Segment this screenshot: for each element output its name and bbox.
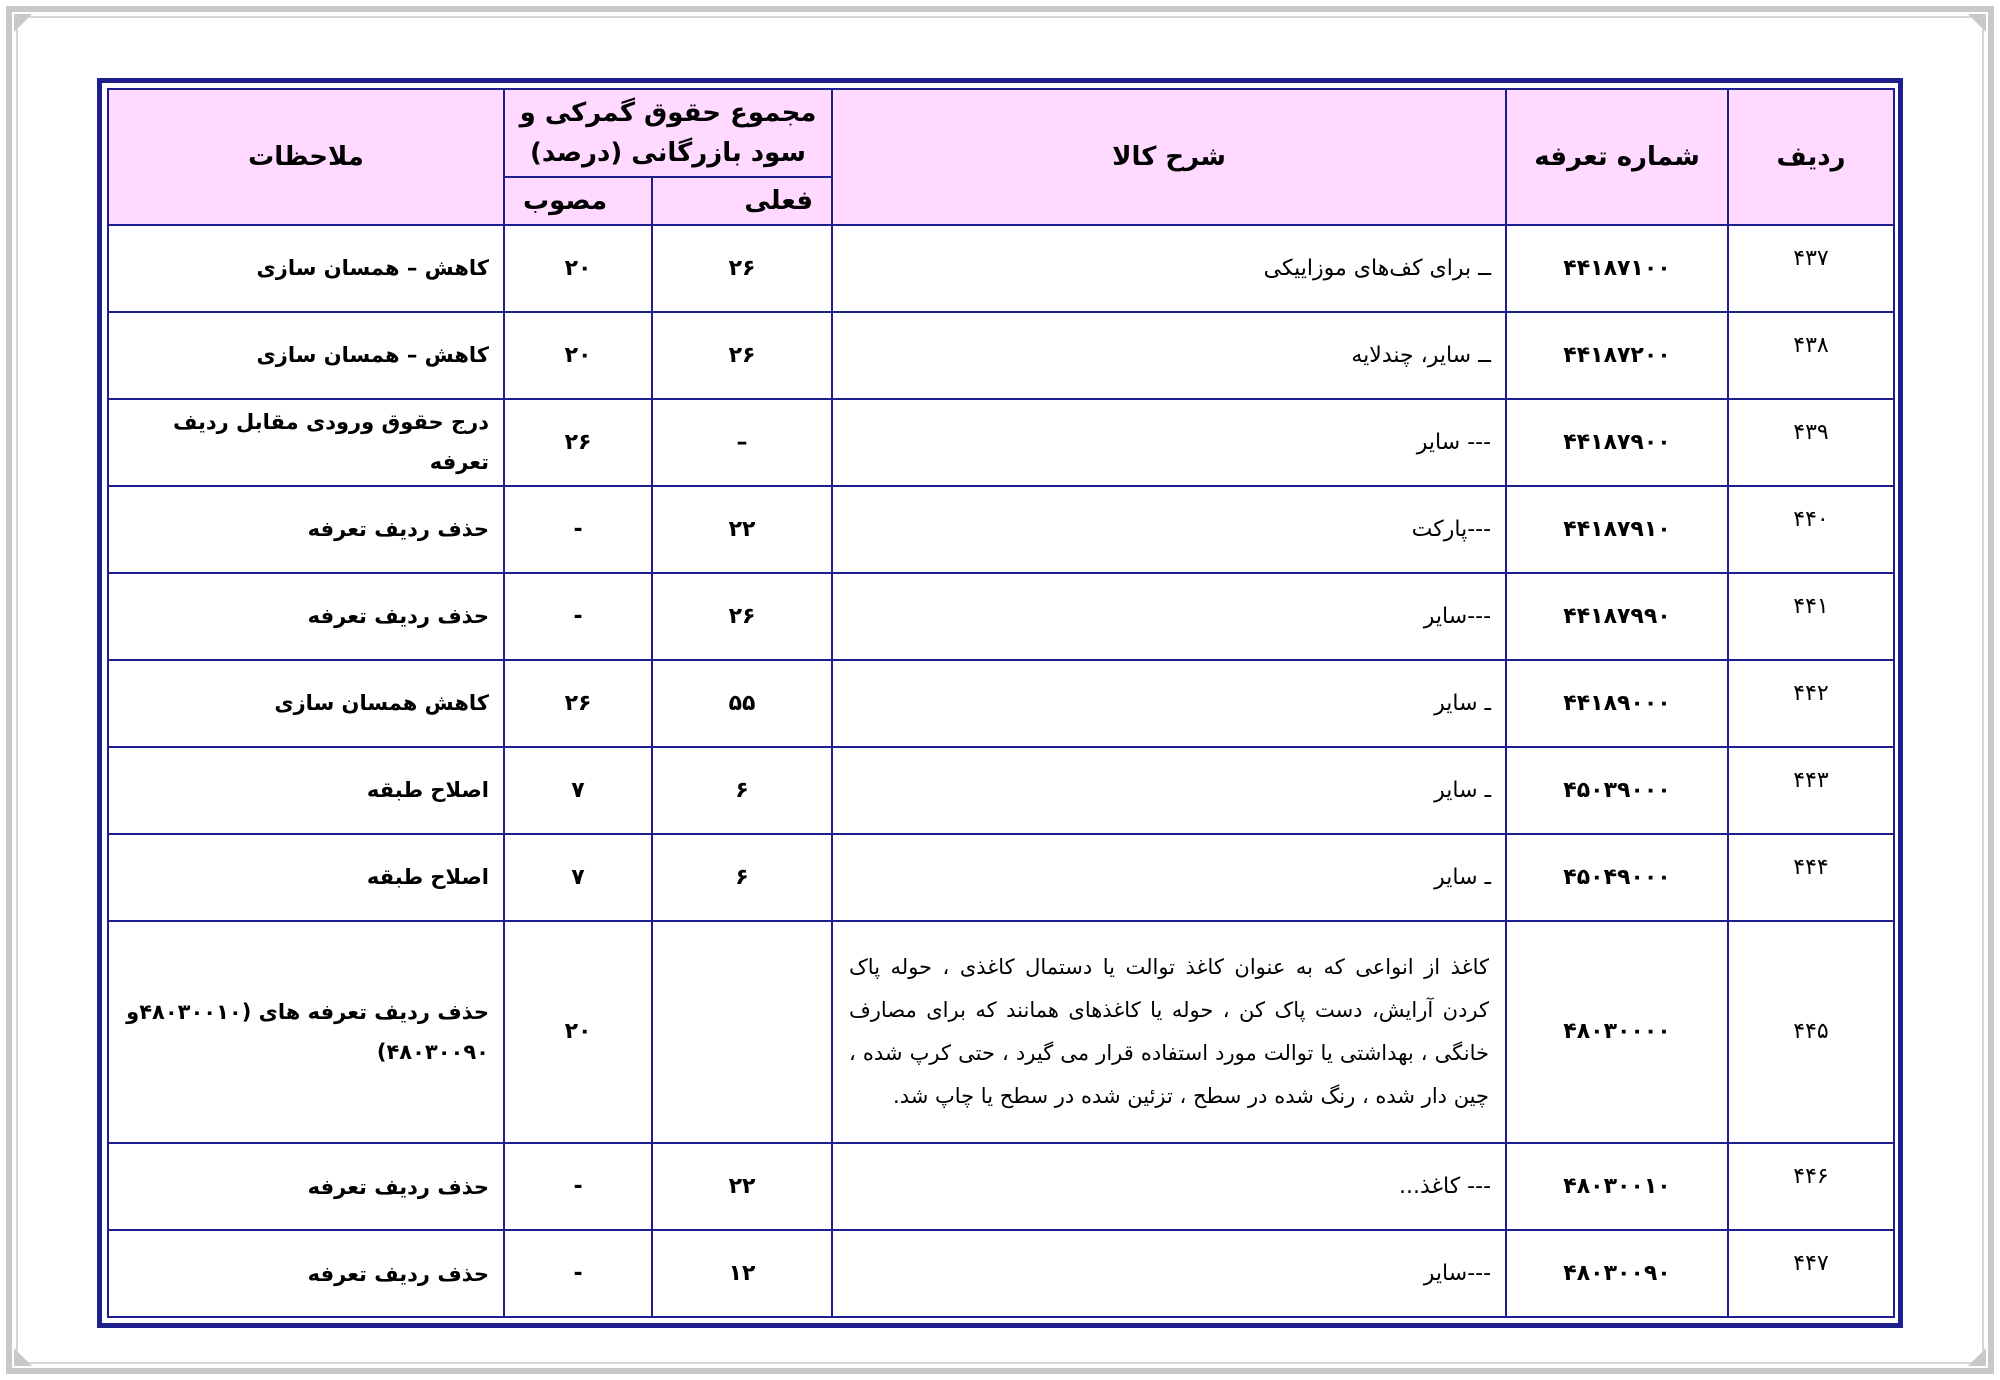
header-approved: مصوب — [504, 177, 652, 225]
cell-radif: ۴۴۰ — [1728, 486, 1894, 573]
cell-current: ۵۵ — [652, 660, 832, 747]
cell-tariff: ۴۴۱۸۹۰۰۰ — [1506, 660, 1728, 747]
cell-radif: ۴۴۲ — [1728, 660, 1894, 747]
cell-description: --- کاغذ... — [832, 1143, 1506, 1230]
cell-current: – — [652, 399, 832, 486]
cell-approved: - — [504, 1143, 652, 1230]
cell-description: ـ سایر — [832, 834, 1506, 921]
table-row — [108, 1230, 1894, 1317]
table-row — [108, 225, 1894, 312]
cell-current: ۲۶ — [652, 312, 832, 399]
cell-description: --- سایر — [832, 399, 1506, 486]
cell-radif: ۴۳۹ — [1728, 399, 1894, 486]
cell-tariff: ۴۸۰۳۰۰۹۰ — [1506, 1230, 1728, 1317]
header-notes: ملاحظات — [108, 89, 504, 225]
cell-current: ۶ — [652, 747, 832, 834]
cell-notes: کاهش – همسان سازی — [108, 312, 504, 399]
corner-ornament — [1968, 1348, 1986, 1366]
cell-notes: اصلاح طبقه — [108, 747, 504, 834]
cell-approved: ۷ — [504, 834, 652, 921]
cell-notes: حذف ردیف تعرفه — [108, 1230, 504, 1317]
cell-notes: کاهش – همسان سازی — [108, 225, 504, 312]
cell-notes: حذف ردیف تعرفه — [108, 1143, 504, 1230]
table-row — [108, 573, 1894, 660]
table-row — [108, 747, 1894, 834]
table-header-row — [108, 89, 1894, 177]
header-total-duties: مجموع حقوق گمرکی و سود بازرگانی (درصد) — [504, 89, 832, 177]
cell-approved: ۲۰ — [504, 225, 652, 312]
cell-notes: کاهش همسان سازی — [108, 660, 504, 747]
corner-ornament — [1968, 14, 1986, 32]
cell-tariff: ۴۴۱۸۷۹۱۰ — [1506, 486, 1728, 573]
cell-description: ـ سایر — [832, 747, 1506, 834]
cell-radif: ۴۴۴ — [1728, 834, 1894, 921]
cell-radif: ۴۳۷ — [1728, 225, 1894, 312]
cell-radif: ۴۳۸ — [1728, 312, 1894, 399]
cell-approved: - — [504, 573, 652, 660]
table-row — [108, 660, 1894, 747]
header-goods-description: شرح کالا — [832, 89, 1506, 225]
cell-description: ــ برای کف‌های موزاییکی — [832, 225, 1506, 312]
cell-approved: ۲۶ — [504, 399, 652, 486]
cell-notes: اصلاح طبقه — [108, 834, 504, 921]
cell-current: ۱۲ — [652, 1230, 832, 1317]
header-tariff-number: شماره تعرفه — [1506, 89, 1728, 225]
cell-description: ---پارکت — [832, 486, 1506, 573]
cell-current: ۶ — [652, 834, 832, 921]
cell-approved: - — [504, 486, 652, 573]
cell-approved: ۷ — [504, 747, 652, 834]
cell-tariff: ۴۸۰۳۰۰۱۰ — [1506, 1143, 1728, 1230]
table-row — [108, 486, 1894, 573]
cell-notes: حذف ردیف تعرفه — [108, 573, 504, 660]
table-row — [108, 921, 1894, 1143]
cell-approved: ۲۰ — [504, 921, 652, 1143]
header-radif: ردیف — [1728, 89, 1894, 225]
cell-description: ---سایر — [832, 1230, 1506, 1317]
cell-current — [652, 921, 832, 1143]
cell-description: ---سایر — [832, 573, 1506, 660]
tariff-table-container — [97, 78, 1903, 1328]
cell-radif: ۴۴۱ — [1728, 573, 1894, 660]
cell-current: ۲۲ — [652, 486, 832, 573]
cell-description: ــ سایر، چندلایه — [832, 312, 1506, 399]
tariff-table — [107, 88, 1895, 1318]
cell-radif: ۴۴۵ — [1728, 921, 1894, 1143]
cell-description: کاغذ از انواعی که به عنوان کاغذ توالت یا دستمال کاغذی ، حوله پاک کردن آرایش، دست پاک کن ، حوله یا کاغذهای همانند که برای مصارف خانگی ، بهداشتی یا توالت مورد استفاده قرار می گیرد ، حتی کرپ شده ، چین دار شده ، رنگ شده در سطح ، تزئین شده در سطح یا چاپ شد. — [832, 921, 1506, 1143]
cell-tariff: ۴۴۱۸۷۲۰۰ — [1506, 312, 1728, 399]
cell-tariff: ۴۸۰۳۰۰۰۰ — [1506, 921, 1728, 1143]
cell-tariff: ۴۵۰۳۹۰۰۰ — [1506, 747, 1728, 834]
cell-current: ۲۶ — [652, 225, 832, 312]
table-row — [108, 312, 1894, 399]
corner-ornament — [14, 14, 32, 32]
cell-radif: ۴۴۳ — [1728, 747, 1894, 834]
cell-tariff: ۴۴۱۸۷۹۹۰ — [1506, 573, 1728, 660]
cell-tariff: ۴۴۱۸۷۱۰۰ — [1506, 225, 1728, 312]
cell-approved: ۲۶ — [504, 660, 652, 747]
cell-tariff: ۴۴۱۸۷۹۰۰ — [1506, 399, 1728, 486]
cell-current: ۲۲ — [652, 1143, 832, 1230]
cell-notes: حذف ردیف تعرفه های (۴۸۰۳۰۰۱۰و ۴۸۰۳۰۰۹۰) — [108, 921, 504, 1143]
cell-tariff: ۴۵۰۴۹۰۰۰ — [1506, 834, 1728, 921]
cell-radif: ۴۴۶ — [1728, 1143, 1894, 1230]
table-row — [108, 399, 1894, 486]
cell-current: ۲۶ — [652, 573, 832, 660]
cell-radif: ۴۴۷ — [1728, 1230, 1894, 1317]
table-row — [108, 834, 1894, 921]
cell-notes: درج حقوق ورودی مقابل ردیف تعرفه — [108, 399, 504, 486]
cell-approved: ۲۰ — [504, 312, 652, 399]
header-current: فعلی — [652, 177, 832, 225]
cell-approved: - — [504, 1230, 652, 1317]
corner-ornament — [14, 1348, 32, 1366]
table-row — [108, 1143, 1894, 1230]
cell-notes: حذف ردیف تعرفه — [108, 486, 504, 573]
cell-description: ـ سایر — [832, 660, 1506, 747]
